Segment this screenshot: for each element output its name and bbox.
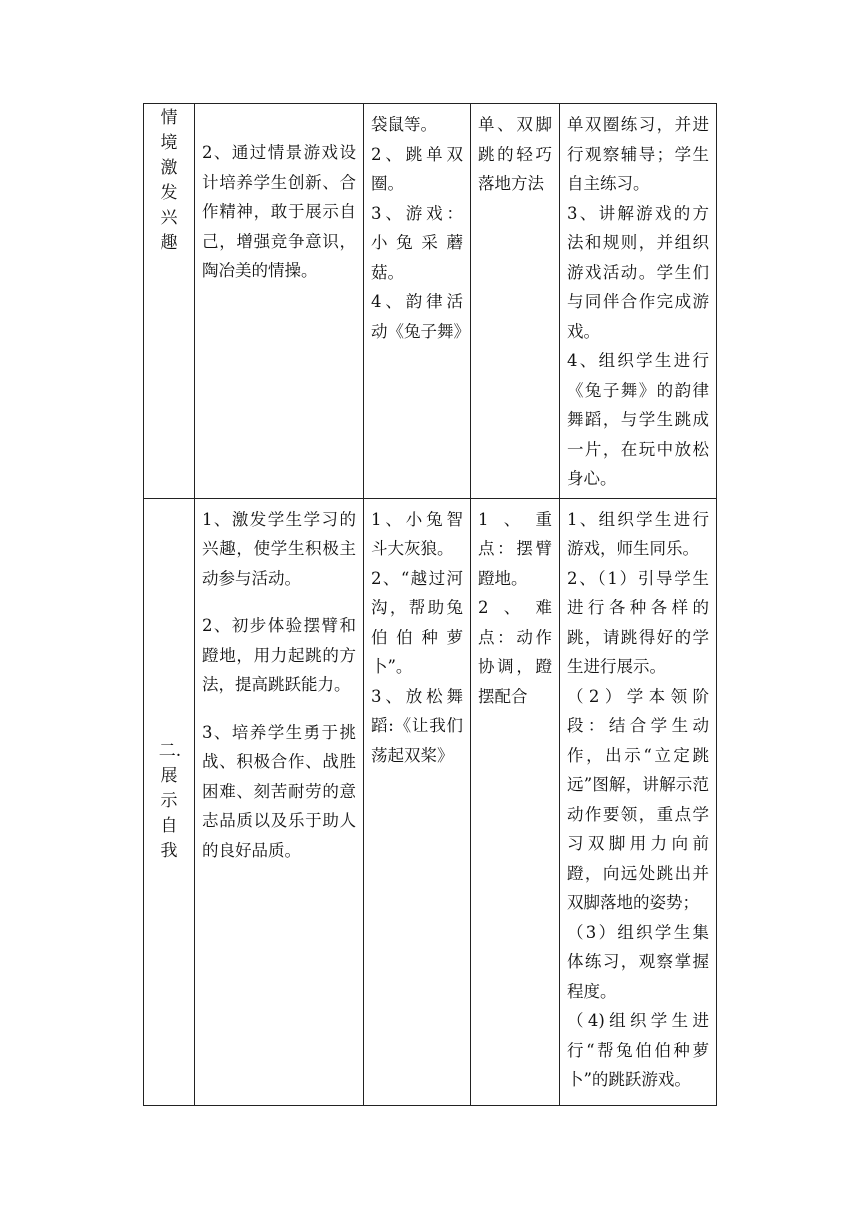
stage-cell-situation [144, 104, 195, 499]
method-item: 2、（1）引导学生进行各种各样的跳，请跳得好的学生进行展示。 [567, 568, 709, 676]
content-item: 4、韵律活动《兔子舞》 [371, 292, 470, 341]
content-item: 袋鼠等。 [371, 115, 437, 134]
stage-cell-showcase [144, 498, 195, 1105]
goal-item: 1、激发学生学习的兴趣，使学生积极主动参与活动。 [202, 509, 356, 588]
table-row-showcase [144, 498, 717, 1105]
content-item: 3、放松舞蹈:《让我们荡起双桨》 [371, 686, 463, 765]
content-cell [364, 498, 471, 1105]
goals-cell [195, 104, 364, 499]
content-cell [364, 104, 471, 499]
keypoints-cell [471, 104, 560, 499]
paragraph-gap [202, 593, 356, 611]
goal-text: 2、通过情景游戏设计培养学生创新、合作精神，敢于展示自己，增强竞争意识，陶冶美的情操。 [202, 143, 356, 280]
keypoint-item: 1、重点：摆臂蹬地。 [478, 509, 552, 588]
method-item: 单双圈练习，并进行观察辅导；学生自主练习。 [567, 115, 709, 193]
method-item: （4)组织学生进行“帮兔伯伯种萝卜”的跳跃游戏。 [567, 1011, 709, 1089]
keypoints-cell [471, 498, 560, 1105]
methods-cell [560, 104, 717, 499]
content-item: 1、小兔智斗大灰狼。 [371, 509, 463, 558]
stage-label: 二.展示自我 [158, 741, 182, 862]
goal-item: 3、培养学生勇于挑战、积极合作、战胜困难、刻苦耐劳的意志品质以及乐于助人的良好品质。 [202, 722, 356, 860]
method-item: 1、组织学生进行游戏，师生同乐。 [567, 509, 709, 558]
method-item: 4、组织学生进行《兔子舞》的韵律舞蹈，与学生跳成一片，在玩中放松身心。 [567, 351, 709, 488]
keypoint-text: 单、双脚跳的轻巧落地方法 [478, 115, 552, 193]
paragraph-gap [202, 700, 356, 718]
goals-cell [195, 498, 364, 1105]
table-row-situation [144, 104, 717, 499]
keypoint-item: 2、难点：动作协调，蹬摆配合 [478, 598, 552, 706]
methods-cell [560, 498, 717, 1105]
stage-label: 情境激发兴趣 [160, 108, 178, 253]
goal-item: 2、初步体验摆臂和蹬地，用力起跳的方法，提高跳跃能力。 [202, 616, 356, 694]
lesson-plan-table [143, 103, 717, 1106]
method-item: （3）组织学生集体练习，观察掌握程度。 [567, 922, 709, 1001]
method-item: 3、讲解游戏的方法和规则，并组织游戏活动。学生们与同伴合作完成游戏。 [567, 203, 709, 341]
content-item: 2、跳单双圈。 [371, 144, 463, 193]
content-item: 2、“越过河沟，帮助兔伯伯种萝卜”。 [371, 568, 463, 676]
content-item: 3、游戏：小兔采蘑菇。 [371, 203, 463, 282]
method-item: （2）学本领阶段：结合学生动作，出示“立定跳远”图解，讲解示范动作要领，重点学习双脚用力向前蹬，向远处跳出并双脚落地的姿势； [567, 686, 709, 912]
